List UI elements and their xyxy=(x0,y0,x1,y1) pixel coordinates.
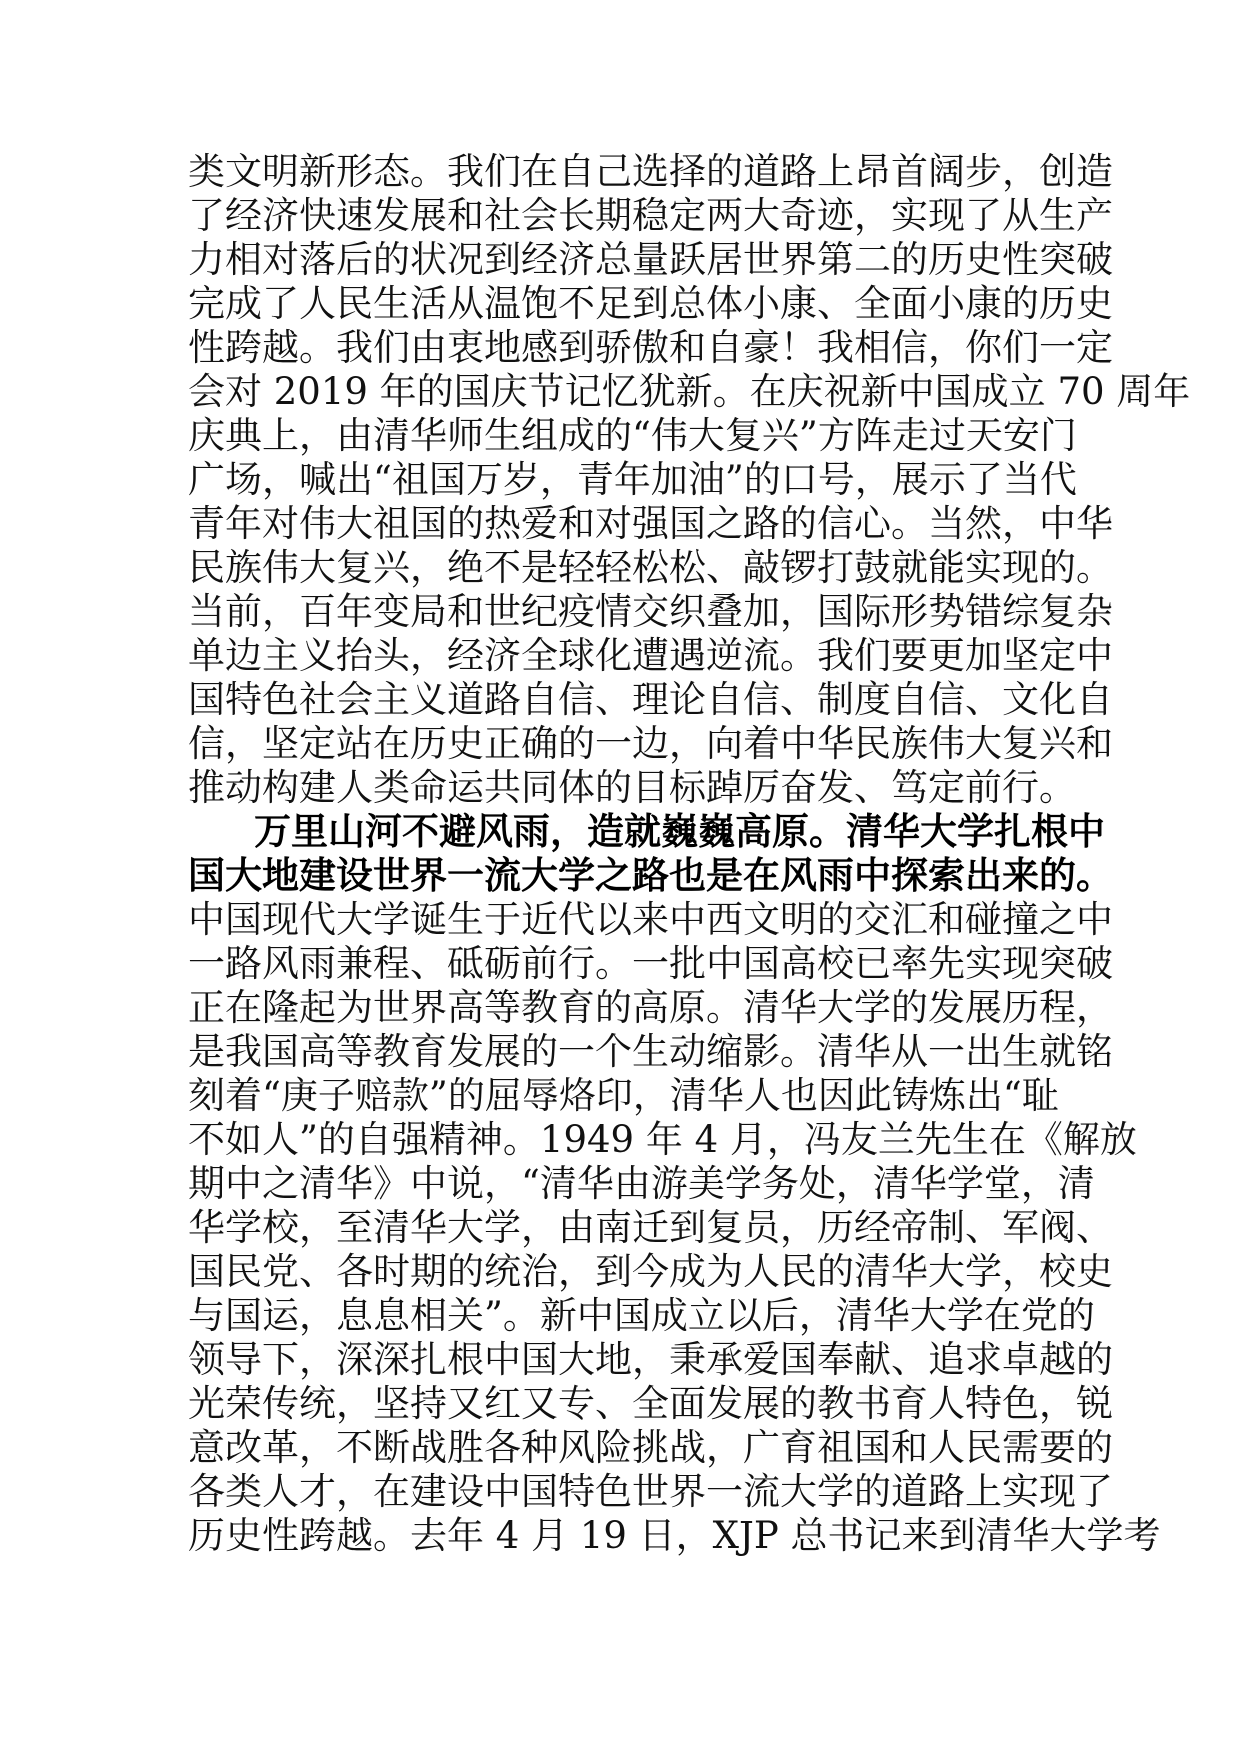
text-line: 期中之清华》中说，“清华由游美学务处，清华学堂，清 xyxy=(188,1162,1095,1205)
text-line: 广场，喊出“祖国万岁，青年加油”的口号，展示了当代 xyxy=(188,458,1077,501)
section-heading xyxy=(188,810,1113,898)
text-line: 了经济快速发展和社会长期稳定两大奇迹，实现了从生产 xyxy=(188,194,1113,237)
document-body xyxy=(188,150,1191,1558)
text-line: 类文明新形态。我们在自己选择的道路上昂首阔步，创造 xyxy=(188,150,1113,193)
heading-line: 国大地建设世界一流大学之路也是在风雨中探索出来的。 xyxy=(188,854,1113,897)
heading-line: 万里山河不避风雨，造就巍巍高原。清华大学扎根中 xyxy=(254,810,1105,853)
text-line: 单边主义抬头，经济全球化遭遇逆流。我们要更加坚定中 xyxy=(188,634,1113,677)
text-line: 刻着“庚子赔款”的屈辱烙印，清华人也因此铸炼出“耻 xyxy=(188,1074,1059,1117)
text-line: 中国现代大学诞生于近代以来中西文明的交汇和碰撞之中 xyxy=(188,898,1113,941)
text-line: 庆典上，由清华师生组成的“伟大复兴”方阵走过天安门 xyxy=(188,414,1077,457)
text-line: 华学校，至清华大学，由南迁到复员，历经帝制、军阀、 xyxy=(188,1206,1113,1249)
text-line: 意改革，不断战胜各种风险挑战，广育祖国和人民需要的 xyxy=(188,1426,1113,1469)
paragraph-1 xyxy=(188,150,1191,810)
text-line: 信，坚定站在历史正确的一边，向着中华民族伟大复兴和 xyxy=(188,722,1113,765)
text-line: 国特色社会主义道路自信、理论自信、制度自信、文化自 xyxy=(188,678,1113,721)
paragraph-2 xyxy=(188,898,1161,1558)
text-line: 领导下，深深扎根中国大地，秉承爱国奉献、追求卓越的 xyxy=(188,1338,1113,1381)
text-line: 民族伟大复兴，绝不是轻轻松松、敲锣打鼓就能实现的。 xyxy=(188,546,1113,589)
text-line: 会对 2019 年的国庆节记忆犹新。在庆祝新中国成立 70 周年 xyxy=(188,370,1191,413)
text-line: 历史性跨越。去年 4 月 19 日，XJP 总书记来到清华大学考 xyxy=(188,1514,1161,1557)
text-line: 光荣传统，坚持又红又专、全面发展的教书育人特色，锐 xyxy=(188,1382,1113,1425)
text-line: 青年对伟大祖国的热爱和对强国之路的信心。当然，中华 xyxy=(188,502,1113,545)
text-line: 力相对落后的状况到经济总量跃居世界第二的历史性突破 xyxy=(188,238,1113,281)
text-line: 完成了人民生活从温饱不足到总体小康、全面小康的历史 xyxy=(188,282,1113,325)
text-line: 正在隆起为世界高等教育的高原。清华大学的发展历程， xyxy=(188,986,1113,1029)
text-line: 当前，百年变局和世纪疫情交织叠加，国际形势错综复杂 xyxy=(188,590,1113,633)
text-line: 与国运，息息相关”。新中国成立以后，清华大学在党的 xyxy=(188,1294,1095,1337)
text-line: 不如人”的自强精神。1949 年 4 月，冯友兰先生在《解放 xyxy=(188,1118,1137,1161)
text-line: 国民党、各时期的统治，到今成为人民的清华大学，校史 xyxy=(188,1250,1113,1293)
text-line: 一路风雨兼程、砥砺前行。一批中国高校已率先实现突破 xyxy=(188,942,1113,985)
text-line: 性跨越。我们由衷地感到骄傲和自豪！我相信，你们一定 xyxy=(188,326,1113,369)
text-line: 各类人才，在建设中国特色世界一流大学的道路上实现了 xyxy=(188,1470,1113,1513)
text-line: 是我国高等教育发展的一个生动缩影。清华从一出生就铭 xyxy=(188,1030,1113,1073)
text-line: 推动构建人类命运共同体的目标踔厉奋发、笃定前行。 xyxy=(188,766,1076,809)
